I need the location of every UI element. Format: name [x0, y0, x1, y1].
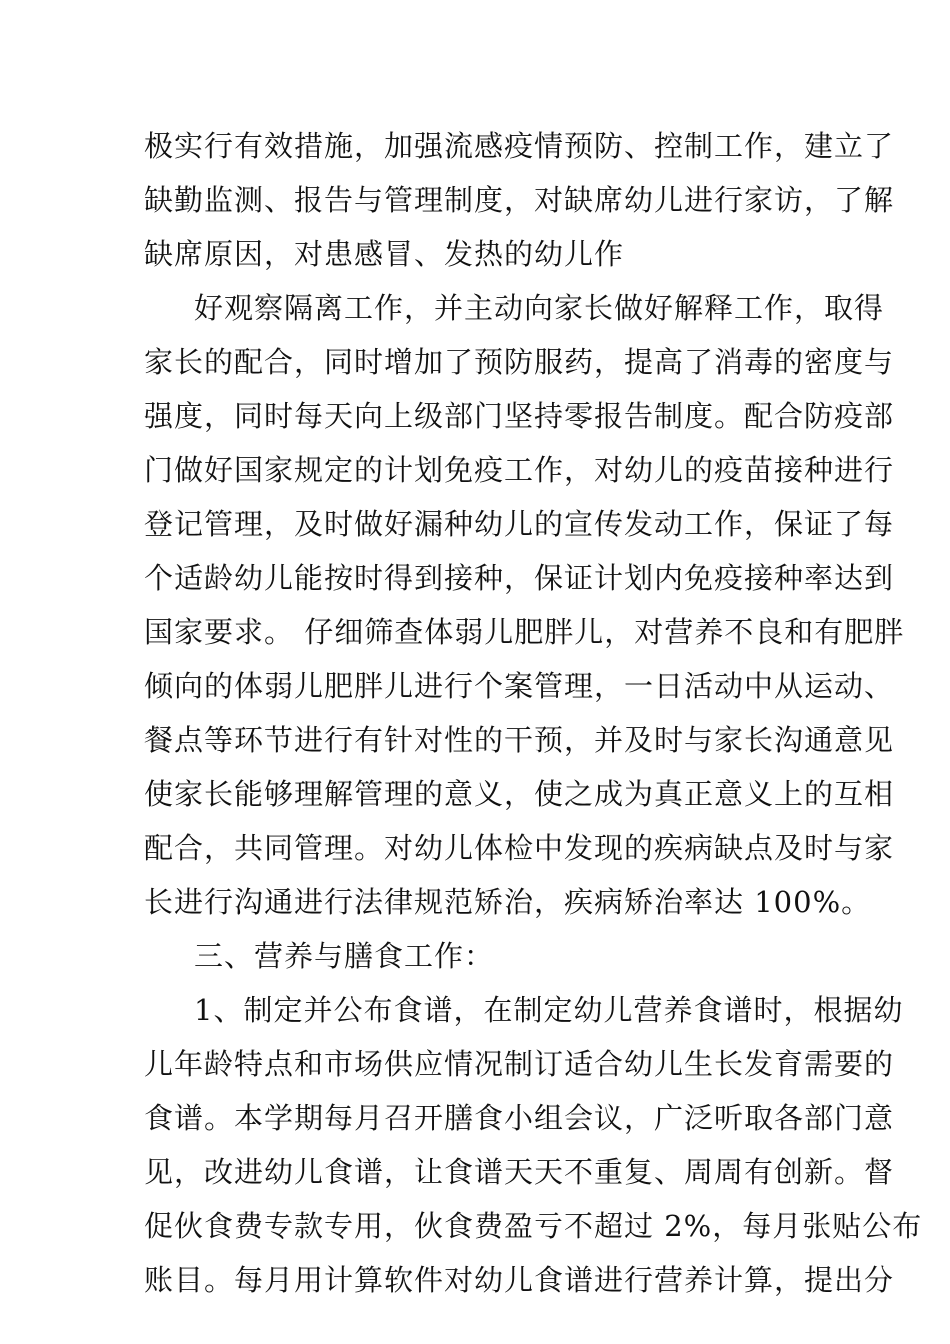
- paragraph-start-line: 好观察隔离工作，并主动向家长做好解释工作，取得: [194, 291, 885, 325]
- text-line: 国家要求。 仔细筛查体弱儿肥胖儿，对营养不良和有肥胖: [144, 615, 905, 649]
- text-line: 长进行沟通进行法律规范矫治，疾病矫治率达 100%。: [144, 885, 872, 919]
- text-line: 极实行有效措施，加强流感疫情预防、控制工作，建立了: [144, 129, 895, 163]
- text-line: 强度，同时每天向上级部门坚持零报告制度。配合防疫部: [144, 399, 895, 433]
- text-line: 见，改进幼儿食谱，让食谱天天不重复、周周有创新。督: [144, 1155, 895, 1189]
- text-line: 倾向的体弱儿肥胖儿进行个案管理，一日活动中从运动、: [144, 669, 895, 703]
- text-line: 账目。每月用计算软件对幼儿食谱进行营养计算，提出分: [144, 1263, 895, 1297]
- text-line: 食谱。本学期每月召开膳食小组会议，广泛听取各部门意: [144, 1101, 895, 1135]
- text-line: 缺勤监测、报告与管理制度，对缺席幼儿进行家访，了解: [144, 183, 895, 217]
- text-line: 使家长能够理解管理的意义，使之成为真正意义上的互相: [144, 777, 895, 811]
- text-line: 门做好国家规定的计划免疫工作，对幼儿的疫苗接种进行: [144, 453, 895, 487]
- text-line: 配合，共同管理。对幼儿体检中发现的疾病缺点及时与家: [144, 831, 895, 865]
- text-line: 儿年龄特点和市场供应情况制订适合幼儿生长发育需要的: [144, 1047, 895, 1081]
- text-line: 促伙食费专款专用，伙食费盈亏不超过 2%，每月张贴公布: [144, 1209, 923, 1243]
- paragraph-start-line: 1、制定并公布食谱，在制定幼儿营养食谱时，根据幼: [194, 993, 904, 1027]
- text-line: 个适龄幼儿能按时得到接种，保证计划内免疫接种率达到: [144, 561, 895, 595]
- text-line: 缺席原因，对患感冒、发热的幼儿作: [144, 237, 625, 271]
- section-heading: 三、营养与膳食工作：: [194, 939, 495, 973]
- text-line: 家长的配合，同时增加了预防服药，提高了消毒的密度与: [144, 345, 895, 379]
- text-line: 登记管理，及时做好漏种幼儿的宣传发动工作，保证了每: [144, 507, 895, 541]
- text-line: 餐点等环节进行有针对性的干预，并及时与家长沟通意见: [144, 723, 895, 757]
